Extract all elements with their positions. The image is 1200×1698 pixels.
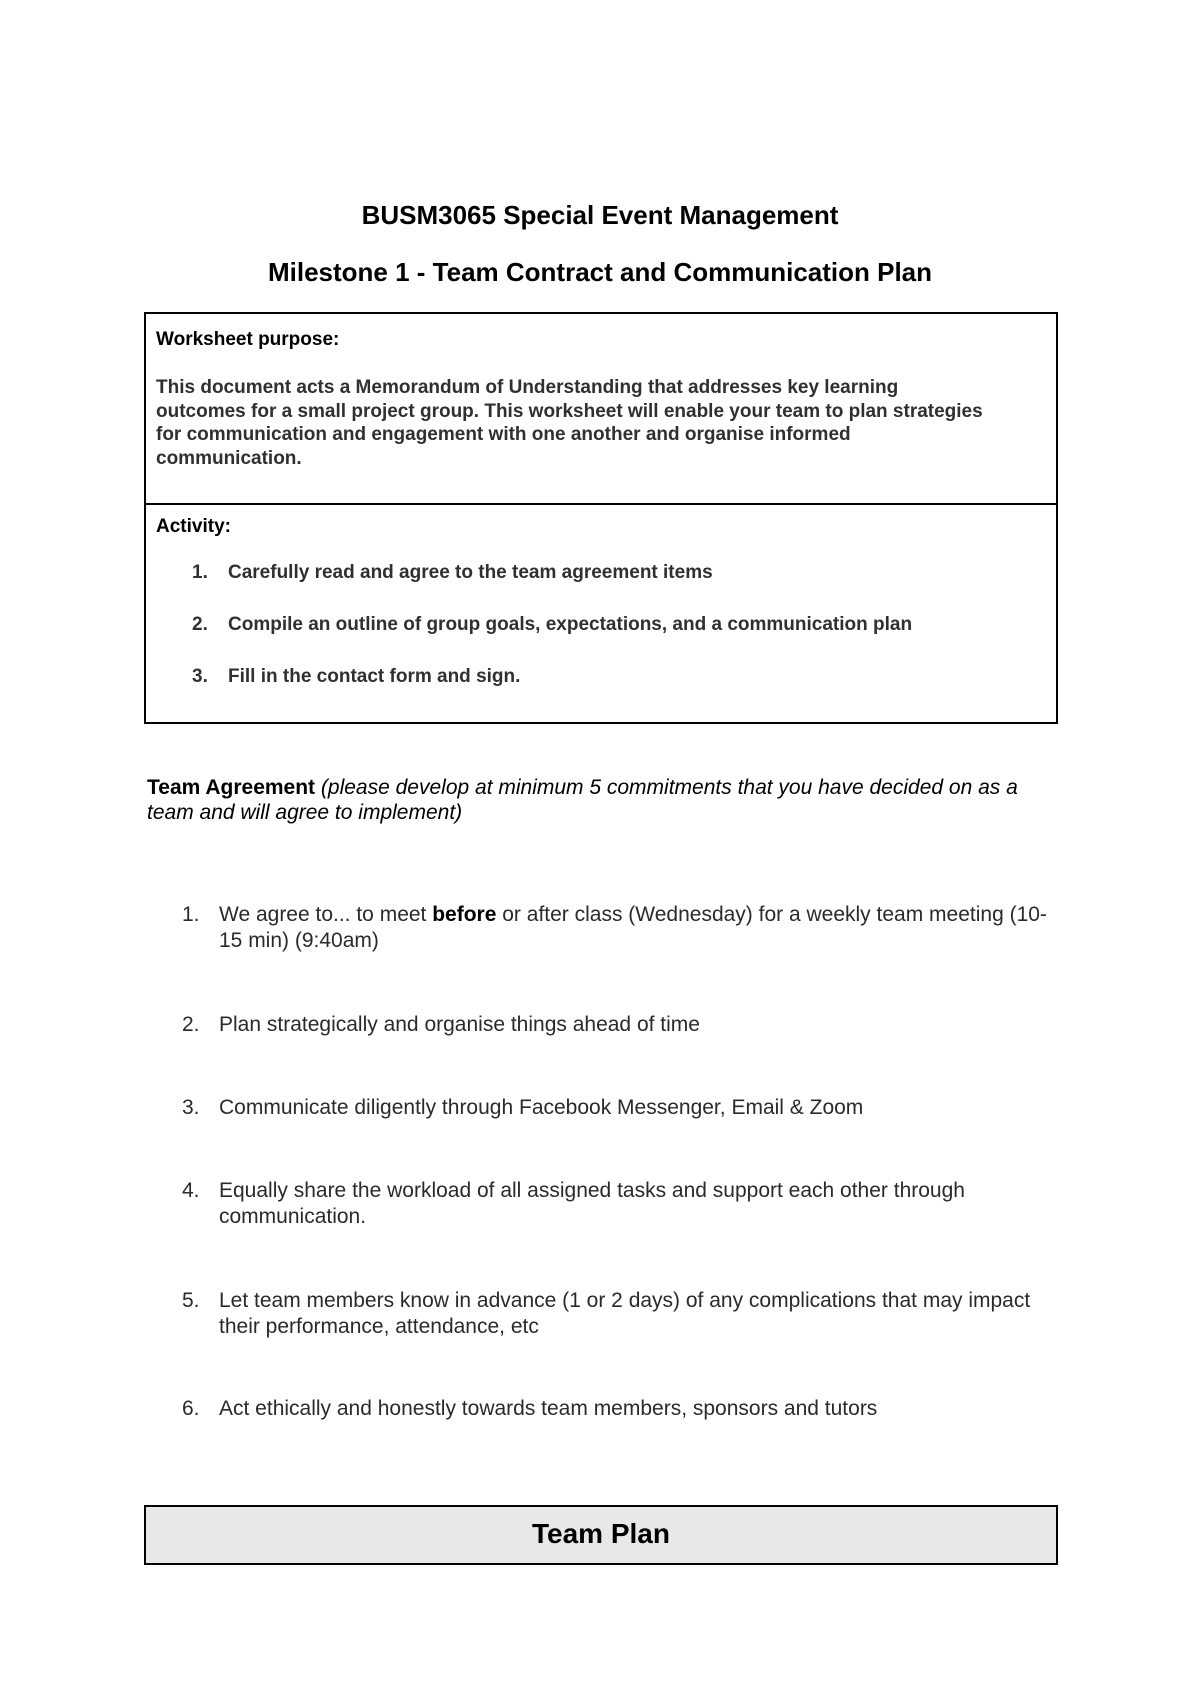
agreement-number: 5. bbox=[182, 1289, 200, 1312]
worksheet-activity-heading: Activity: bbox=[156, 516, 231, 537]
team-agreement-heading: Team Agreement bbox=[147, 776, 316, 799]
agreement-number: 1. bbox=[182, 903, 200, 926]
agreement-text-emphasis: before bbox=[432, 903, 497, 926]
agreement-text: Communicate diligently through Facebook Messenger, Email & Zoom bbox=[219, 1096, 864, 1119]
activity-text: Fill in the contact form and sign. bbox=[228, 666, 521, 687]
agreement-text: Act ethically and honestly towards team members, sponsors and tutors bbox=[219, 1397, 878, 1420]
worksheet-info-box bbox=[144, 312, 1058, 724]
agreement-text: Let team members know in advance (1 or 2 days) of any complications that may impact their performance, attendance, etc bbox=[219, 1289, 1031, 1338]
purpose-line: outcomes for a small project group. This worksheet will enable your team to plan strategies bbox=[156, 400, 983, 422]
worksheet-activity-section bbox=[146, 503, 1056, 722]
team-agreement-intro bbox=[147, 775, 1057, 825]
team-plan-heading: Team Plan bbox=[144, 1505, 1058, 1565]
agreement-text: Plan strategically and organise things ahead of time bbox=[219, 1013, 700, 1036]
agreement-text bbox=[219, 902, 1059, 954]
agreement-text-part: We agree to... to meet bbox=[219, 903, 433, 926]
purpose-line: communication. bbox=[156, 447, 302, 469]
worksheet-purpose-heading: Worksheet purpose: bbox=[156, 329, 340, 350]
document-title: BUSM3065 Special Event Management bbox=[361, 200, 839, 230]
activity-number: 2. bbox=[192, 614, 208, 635]
document-subtitle: Milestone 1 - Team Contract and Communication Plan bbox=[267, 257, 933, 287]
activity-number: 3. bbox=[192, 666, 208, 687]
agreement-number: 3. bbox=[182, 1096, 200, 1119]
worksheet-purpose-text bbox=[156, 376, 1046, 470]
activity-number: 1. bbox=[192, 562, 208, 583]
activity-text: Carefully read and agree to the team agreement items bbox=[228, 562, 713, 583]
activity-text: Compile an outline of group goals, expectations, and a communication plan bbox=[228, 614, 913, 635]
purpose-line: This document acts a Memorandum of Understanding that addresses key learning bbox=[156, 377, 899, 398]
agreement-text-part: or after class (Wednesday) for a weekly team meeting (10-15 min) (9:40am) bbox=[219, 903, 1047, 952]
agreement-text: Equally share the workload of all assigned tasks and support each other through communication. bbox=[219, 1179, 965, 1228]
agreement-number: 4. bbox=[182, 1179, 200, 1202]
purpose-line: for communication and engagement with one another and organise informed bbox=[156, 424, 851, 445]
team-agreement-instruction: (please develop at minimum 5 commitments that you have decided on as a team and will agree to implement) bbox=[147, 776, 1018, 824]
agreement-number: 2. bbox=[182, 1013, 200, 1036]
agreement-number: 6. bbox=[182, 1397, 200, 1420]
worksheet-purpose-section bbox=[146, 314, 1056, 503]
